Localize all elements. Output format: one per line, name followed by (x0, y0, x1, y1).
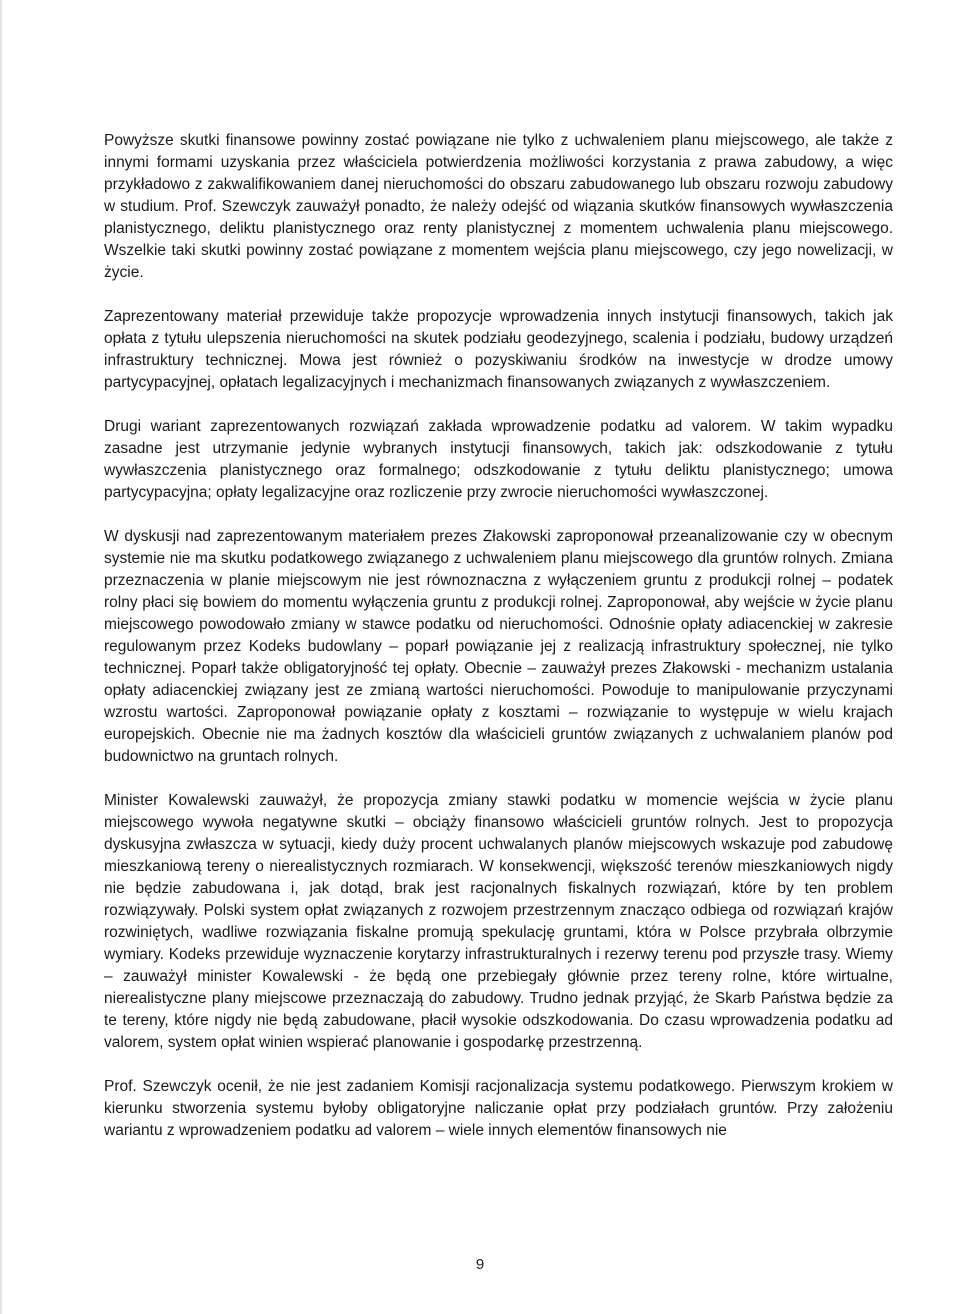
page-number: 9 (475, 1256, 485, 1273)
scan-edge (0, 0, 3, 1314)
paragraph-financial-effects: Powyższe skutki finansowe powinny zostać powiązane nie tylko z uchwaleniem planu miejscowego, ale także z innymi formami uzyskania przez właściciela potwierdzenia możliwości korzystania z prawa zabudowy, a więc przykładowo z zakwalifikowaniem danej nieruchomości do obszaru zabudowanego lub obszaru rozwoju zabudowy w studium. Prof. Szewczyk zauważył ponadto, że należy odejść od wiązania skutków finansowych wywłaszczenia planistycznego, deliktu planistycznego oraz renty planistycznej z momentem uchwalenia planu miejscowego. Wszelkie taki skutki powinny zostać powiązane z momentem wejścia planu miejscowego, czy jego nowelizacji, w życie. (104, 132, 893, 281)
paragraph-other-instruments: Zaprezentowany materiał przewiduje także propozycje wprowadzenia innych instytucji finansowych, takich jak opłata z tytułu ulepszenia nieruchomości na skutek podziału geodezyjnego, scalenia i podziału, budowy urządzeń infrastruktury technicznej. Mowa jest również o pozyskiwaniu środków na inwestycje w drodze umowy partycypacyjnej, opłatach legalizacyjnych i mechanizmach finansowanych związanych z wywłaszczeniem. (104, 308, 893, 391)
paragraph-prof-szewczyk: Prof. Szewczyk ocenił, że nie jest zadaniem Komisji racjonalizacja systemu podatkowego. Pierwszym krokiem w kierunku stworzenia systemu byłoby obligatoryjne naliczanie opłat przy podziałach gruntów. Przy założeniu wariantu z wprowadzeniem podatku ad valorem – wiele innych elementów finansowych nie (104, 1078, 893, 1139)
paragraph-minister-kowalewski: Minister Kowalewski zauważył, że propozycja zmiany stawki podatku w momencie wejścia w życie planu miejscowego wywoła negatywne skutki – obciąży finansowo właścicieli gruntów rolnych. Jest to propozycja dyskusyjna zwłaszcza w sytuacji, kiedy duży procent uchwalanych planów miejscowych wskazuje pod zabudowę mieszkaniową tereny o nierealistycznych rozmiarach. W konsekwencji, większość terenów mieszkaniowych nigdy nie będzie zabudowana i, jak dotąd, brak jest racjonalnych fiskalnych rozwiązań, które by ten problem rozwiązywały. Polski system opłat związanych z rozwojem przestrzennym znacząco odbiega od rozwiązań krajów rozwiniętych, wadliwe rozwiązania fiskalne promują spekulację gruntami, która w Polsce przybrała olbrzymie wymiary. Kodeks przewiduje wyznaczenie korytarzy infrastrukturalnych i rezerwy terenu pod przyszłe trasy. Wiemy – zauważył minister Kowalewski - że będą one przebiegały głównie przez tereny rolne, które wirtualne, nierealistyczne plany miejscowe przeznaczają do zabudowy. Trudno jednak przyjąć, że Skarb Państwa będzie za te tereny, które nigdy nie będą zabudowane, płacił wysokie odszkodowania. Do czasu wprowadzenia podatku ad valorem, system opłat winien wspierać planowanie i gospodarkę przestrzenną. (104, 792, 893, 1051)
paragraph-discussion-zlakowski: W dyskusji nad zaprezentowanym materiałem prezes Złakowski zaproponował przeanalizowanie czy w obecnym systemie nie ma skutku podatkowego związanego z uchwaleniem planu miejscowego dla gruntów rolnych. Zmiana przeznaczenia w planie miejscowym nie jest równoznaczna z wyłączeniem gruntu z produkcji rolnej – podatek rolny płaci się bowiem do momentu wyłączenia gruntu z produkcji rolnej. Zaproponował, aby wejście w życie planu miejscowego powodowało zmiany w stawce podatku od nieruchomości. Odnośnie opłaty adiacenckiej w zakresie regulowanym przez Kodeks budowlany – poparł powiązanie jej z realizacją infrastruktury społecznej, nie tylko technicznej. Poparł także obligatoryjność tej opłaty. Obecnie – zauważył prezes Złakowski - mechanizm ustalania opłaty adiacenckiej związany jest ze zmianą wartości nieruchomości. Powoduje to manipulowanie przyczynami wzrostu wartości. Zaproponował powiązanie opłaty z kosztami – rozwiązanie to występuje w wielu krajach europejskich. Obecnie nie ma żadnych kosztów dla właścicieli gruntów związanych z uchwalaniem planów pod budownictwo na gruntach rolnych. (104, 528, 893, 765)
paragraph-ad-valorem-variant: Drugi wariant zaprezentowanych rozwiązań zakłada wprowadzenie podatku ad valorem. W takim wypadku zasadne jest utrzymanie jedynie wybranych instytucji finansowych, takich jak: odszkodowanie z tytułu wywłaszczenia planistycznego oraz formalnego; odszkodowanie z tytułu deliktu planistycznego; umowa partycypacyjna; opłaty legalizacyjne oraz rozliczenie przy zwrocie nieruchomości wywłaszczonej. (104, 418, 893, 501)
document-body (104, 130, 893, 1142)
